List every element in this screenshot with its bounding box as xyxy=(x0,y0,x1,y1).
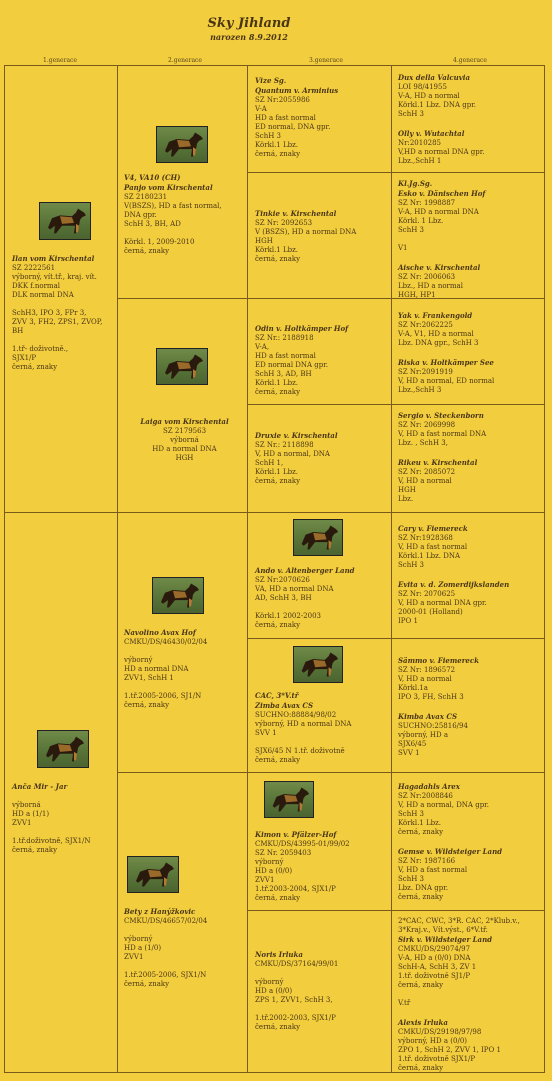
gen4-record xyxy=(398,656,540,758)
gen1-sire-record xyxy=(12,254,115,372)
gen2-record xyxy=(124,417,245,463)
dog-details: CMKU/DS/46657/02/04 výborný HD a (1/0) ZVV1 1.tř.2005-2006, SJX1/N černá, znaky xyxy=(124,917,208,988)
dog-details: SZ Nr: 2006063 Lbz., HD a normal HGH, HP1 xyxy=(398,273,463,299)
dog-name: Sämmo v. Fiemereck xyxy=(398,656,479,665)
dog-name: Tinkie v. Kirschental xyxy=(255,209,337,218)
dog-details: CMKU/DS/29074/97 V-A, HD a (0/0) DNA SchH-A, SchH 3, ZV 1 1.tř. doživotně SJ1/P černá, znaky V.tř xyxy=(398,945,477,1007)
dog-name: Kimba Avax CS xyxy=(398,712,458,721)
dog-details: SZ Nr: 2085072 V, HD a normal HGH Lbz. xyxy=(398,468,456,503)
dog-details: CMKU/DS/43995-01/99/02 SZ Nr. 2059403 výborný HD a (0/0) ZVV1 1.tř.2003-2004, SJX1/P černá, znaky xyxy=(255,840,350,902)
dog-name: Odin v. Holtkämper Hof xyxy=(255,324,349,333)
dog-details: 2*CAC, CWC, 3*R. CAC, 2*Klub.v., 3*Kraj.v., Vít.výst., 6*V.tř. xyxy=(398,917,520,934)
gen4-record xyxy=(398,782,540,902)
dog-name: Evita v. d. Zomerdijkslanden xyxy=(398,580,510,589)
dog-name: Aische v. Kirschental xyxy=(398,263,481,272)
dog-details: CMKU/DS/29198/97/98 výborný, HD a (0/0) ZPO 1, SchH 2, ZVV 1, IPO 1 1.tř. doživotně SJX1/P černá, znaky xyxy=(398,1028,501,1072)
dog-name: Noris Irluka xyxy=(255,950,303,959)
gen3-record xyxy=(255,76,389,159)
dog-name: CAC, 3*V.tř Zimba Avax CS xyxy=(255,691,314,710)
gen4-record xyxy=(398,411,540,504)
generation-1-label: 1.generace xyxy=(43,57,77,64)
gen2-cell xyxy=(117,298,248,513)
dog-name: Riska v. Holtkämper See xyxy=(398,358,494,367)
dog-details: SUCHNO:88884/98/02 výborný, HD a normal DNA SVV 1 SJX6/45 N 1.tř. doživotně černá, znaky xyxy=(255,711,352,764)
dog-details: SZ Nr: 2069998 V, HD a fast normal DNA Lbz. , SchH 3, xyxy=(398,421,487,447)
birth-date: narozen 8.9.2012 xyxy=(210,32,288,42)
dog-details: SZ Nr.: 2188918 V-A, HD a fast normal ED normal DNA gpr. SchH 3, AD, BH Körkl.1 Lbz. černá, znaky xyxy=(255,334,329,396)
gen4-record xyxy=(398,179,540,300)
gen3-record xyxy=(255,691,389,765)
page-title: Sky Jihland xyxy=(207,16,291,31)
gen3-record xyxy=(255,950,389,1032)
dog-details: SZ Nr:2008846 V, HD a normal, DNA gpr. SchH 3 Körkl.1 Lbz. černá, znaky xyxy=(398,792,489,836)
dog-name: Yak v. Frankengold xyxy=(398,311,473,320)
dog-details: SZ 2179563 výborná HD a normal DNA HGH xyxy=(152,427,217,462)
dog-name: V4, VA10 (CH) Panjo vom Kirschental xyxy=(124,173,213,192)
gen2-record xyxy=(124,628,245,710)
dog-name: Hagadahls Arex xyxy=(398,782,460,791)
dog-details: SZ Nr: 1987166 V, HD a fast normal SchH 3 Lbz. DNA gpr. černá, znaky xyxy=(398,857,468,901)
dog-details: Nr:2010285 V,HD a normal DNA gpr. Lbz.,SchH 1 xyxy=(398,139,485,165)
dog-name: Dux della Valcuvia xyxy=(398,73,471,82)
dog-details: SZ Nr: 1896572 V, HD a normal Körkl.1a IPO 3, FH, SchH 3 xyxy=(398,666,464,701)
gen3-record xyxy=(255,431,389,486)
gen1-dam-photo xyxy=(37,730,89,768)
dog-name: Bety z Hanýžkovic xyxy=(124,907,196,916)
gen3-record xyxy=(255,209,389,264)
dog-details: SZ Nr:2055986 V-A HD a fast normal ED normal, DNA gpr. SchH 3 Körkl.1 Lbz. černá, znaky xyxy=(255,96,331,158)
dog-details: SZ Nr:2070626 VA, HD a normal DNA AD, SchH 3, BH Körkl.1 2002-2003 černá, znaky xyxy=(255,576,334,629)
gen4-record xyxy=(398,311,540,395)
dog-name: Vize Sg. Quantum v. Arminius xyxy=(255,76,339,95)
generation-2-label: 2.generace xyxy=(168,57,202,64)
dog-details: SZ Nr:2062225 V-A, V1, HD a normal Lbz. DNA gpr., SchH 3 xyxy=(398,321,479,347)
dog-name: Olly v. Wutachtal xyxy=(398,129,465,138)
gen4-record xyxy=(398,917,540,1073)
dog-name: Cary v. Fiemereck xyxy=(398,524,468,533)
dog-name: Alexis Irluka xyxy=(398,1018,448,1027)
dog-details: SUCHNO:25816/94 výborný, HD a SJX6/45 SVV 1 xyxy=(398,722,468,757)
gen3-photo xyxy=(293,519,343,556)
gen3-record xyxy=(255,830,389,903)
dog-name: Anča Mir - Jar xyxy=(12,782,68,791)
dog-name: Gemse v. Wildsteiger Land xyxy=(398,847,503,856)
gen2-photo xyxy=(152,577,204,614)
dog-name: Laiga vom Kirschental xyxy=(140,417,229,426)
dog-name: Rikeu v. Kirschental xyxy=(398,458,478,467)
dog-details: SZ 2222561 výborný, vít.tř., kraj. vít. DKK f.normal DLK normal DNA SchH3, IPO 3, FPr 3, ZVV 3, FH2, ZPS1, ZVOP, BH 1.tř- doživotně., SJX1/P černá, znaky xyxy=(12,264,103,371)
dog-details: SZ Nr: 1998887 V-A, HD a normal DNA Körkl. 1 Lbz. SchH 3 V1 xyxy=(398,199,479,252)
gen2-record xyxy=(124,907,245,989)
dog-details: SZ Nr:1928368 V, HD a fast normal Körkl.1 Lbz. DNA SchH 3 xyxy=(398,534,468,569)
gen1-dam-record xyxy=(12,782,115,855)
gen3-record xyxy=(255,566,389,630)
gen2-record xyxy=(124,173,245,256)
dog-details: SZ Nr:2091919 V, HD a normal, ED normal Lbz.,SchH 3 xyxy=(398,368,495,394)
gen3-photo xyxy=(264,781,314,818)
generation-3-label: 3.generace xyxy=(309,57,343,64)
dog-details: CMKU/DS/37164/99/01 výborný HD a (0/0) ZPS 1, ZVV1, SchH 3, 1.tř.2002-2003, SJX1/P černá, znaky xyxy=(255,960,339,1031)
dog-details: výborná HD a (1/1) ZVV1 1.tř.doživotně, SJX1/N černá, znaky xyxy=(12,801,91,854)
dog-details: SZ 2180231 V(BSZS), HD a fast normal, DNA gpr. SchH 3, BH, AD Körkl. 1, 2009-2010 černá, znaky xyxy=(124,193,222,255)
dog-name: Kimon v. Pfälzer-Hof xyxy=(255,830,337,839)
dog-name: Ilan vom Kirschental xyxy=(12,254,95,263)
gen3-photo xyxy=(293,646,343,683)
gen3-record xyxy=(255,324,389,397)
gen2-photo xyxy=(156,126,208,163)
dog-details: CMKU/DS/46430/02/04 výborný HD a normal DNA ZVV1, SchH 1 1.tř.2005-2006, SJ1/N černá, znaky xyxy=(124,638,208,709)
dog-details: LOI 98/41955 V-A, HD a normal Körkl.1 Lbz. DNA gpr. SchH 3 xyxy=(398,83,477,118)
dog-name: Kl.Jg.Sg. Esko v. Dänischen Hof xyxy=(398,179,486,198)
gen2-photo xyxy=(156,348,208,385)
dog-name: Sirk v. Wildsteiger Land xyxy=(398,935,493,944)
dog-details: SZ Nr: 2070625 V, HD a normal DNA gpr. 2000-01 (Holland) IPO 1 xyxy=(398,590,487,625)
dog-name: Navolino Avax Hof xyxy=(124,628,196,637)
gen2-photo xyxy=(127,856,179,893)
gen4-record xyxy=(398,524,540,626)
gen1-sire-photo xyxy=(39,202,91,240)
generation-4-label: 4.generace xyxy=(453,57,487,64)
dog-name: Sergio v. Steckenborn xyxy=(398,411,484,420)
dog-details: SZ Nr: 2092653 V (BSZS), HD a normal DNA HGH Körkl.1 Lbz. černá, znaky xyxy=(255,219,357,263)
dog-name: Ando v. Altenberger Land xyxy=(255,566,355,575)
gen4-record xyxy=(398,73,540,166)
dog-name: Druxie v. Kirschental xyxy=(255,431,338,440)
dog-details: SZ Nr.: 2118898 V, HD a normal, DNA SchH 1, Körkl.1 Lbz. černá, znaky xyxy=(255,441,330,485)
